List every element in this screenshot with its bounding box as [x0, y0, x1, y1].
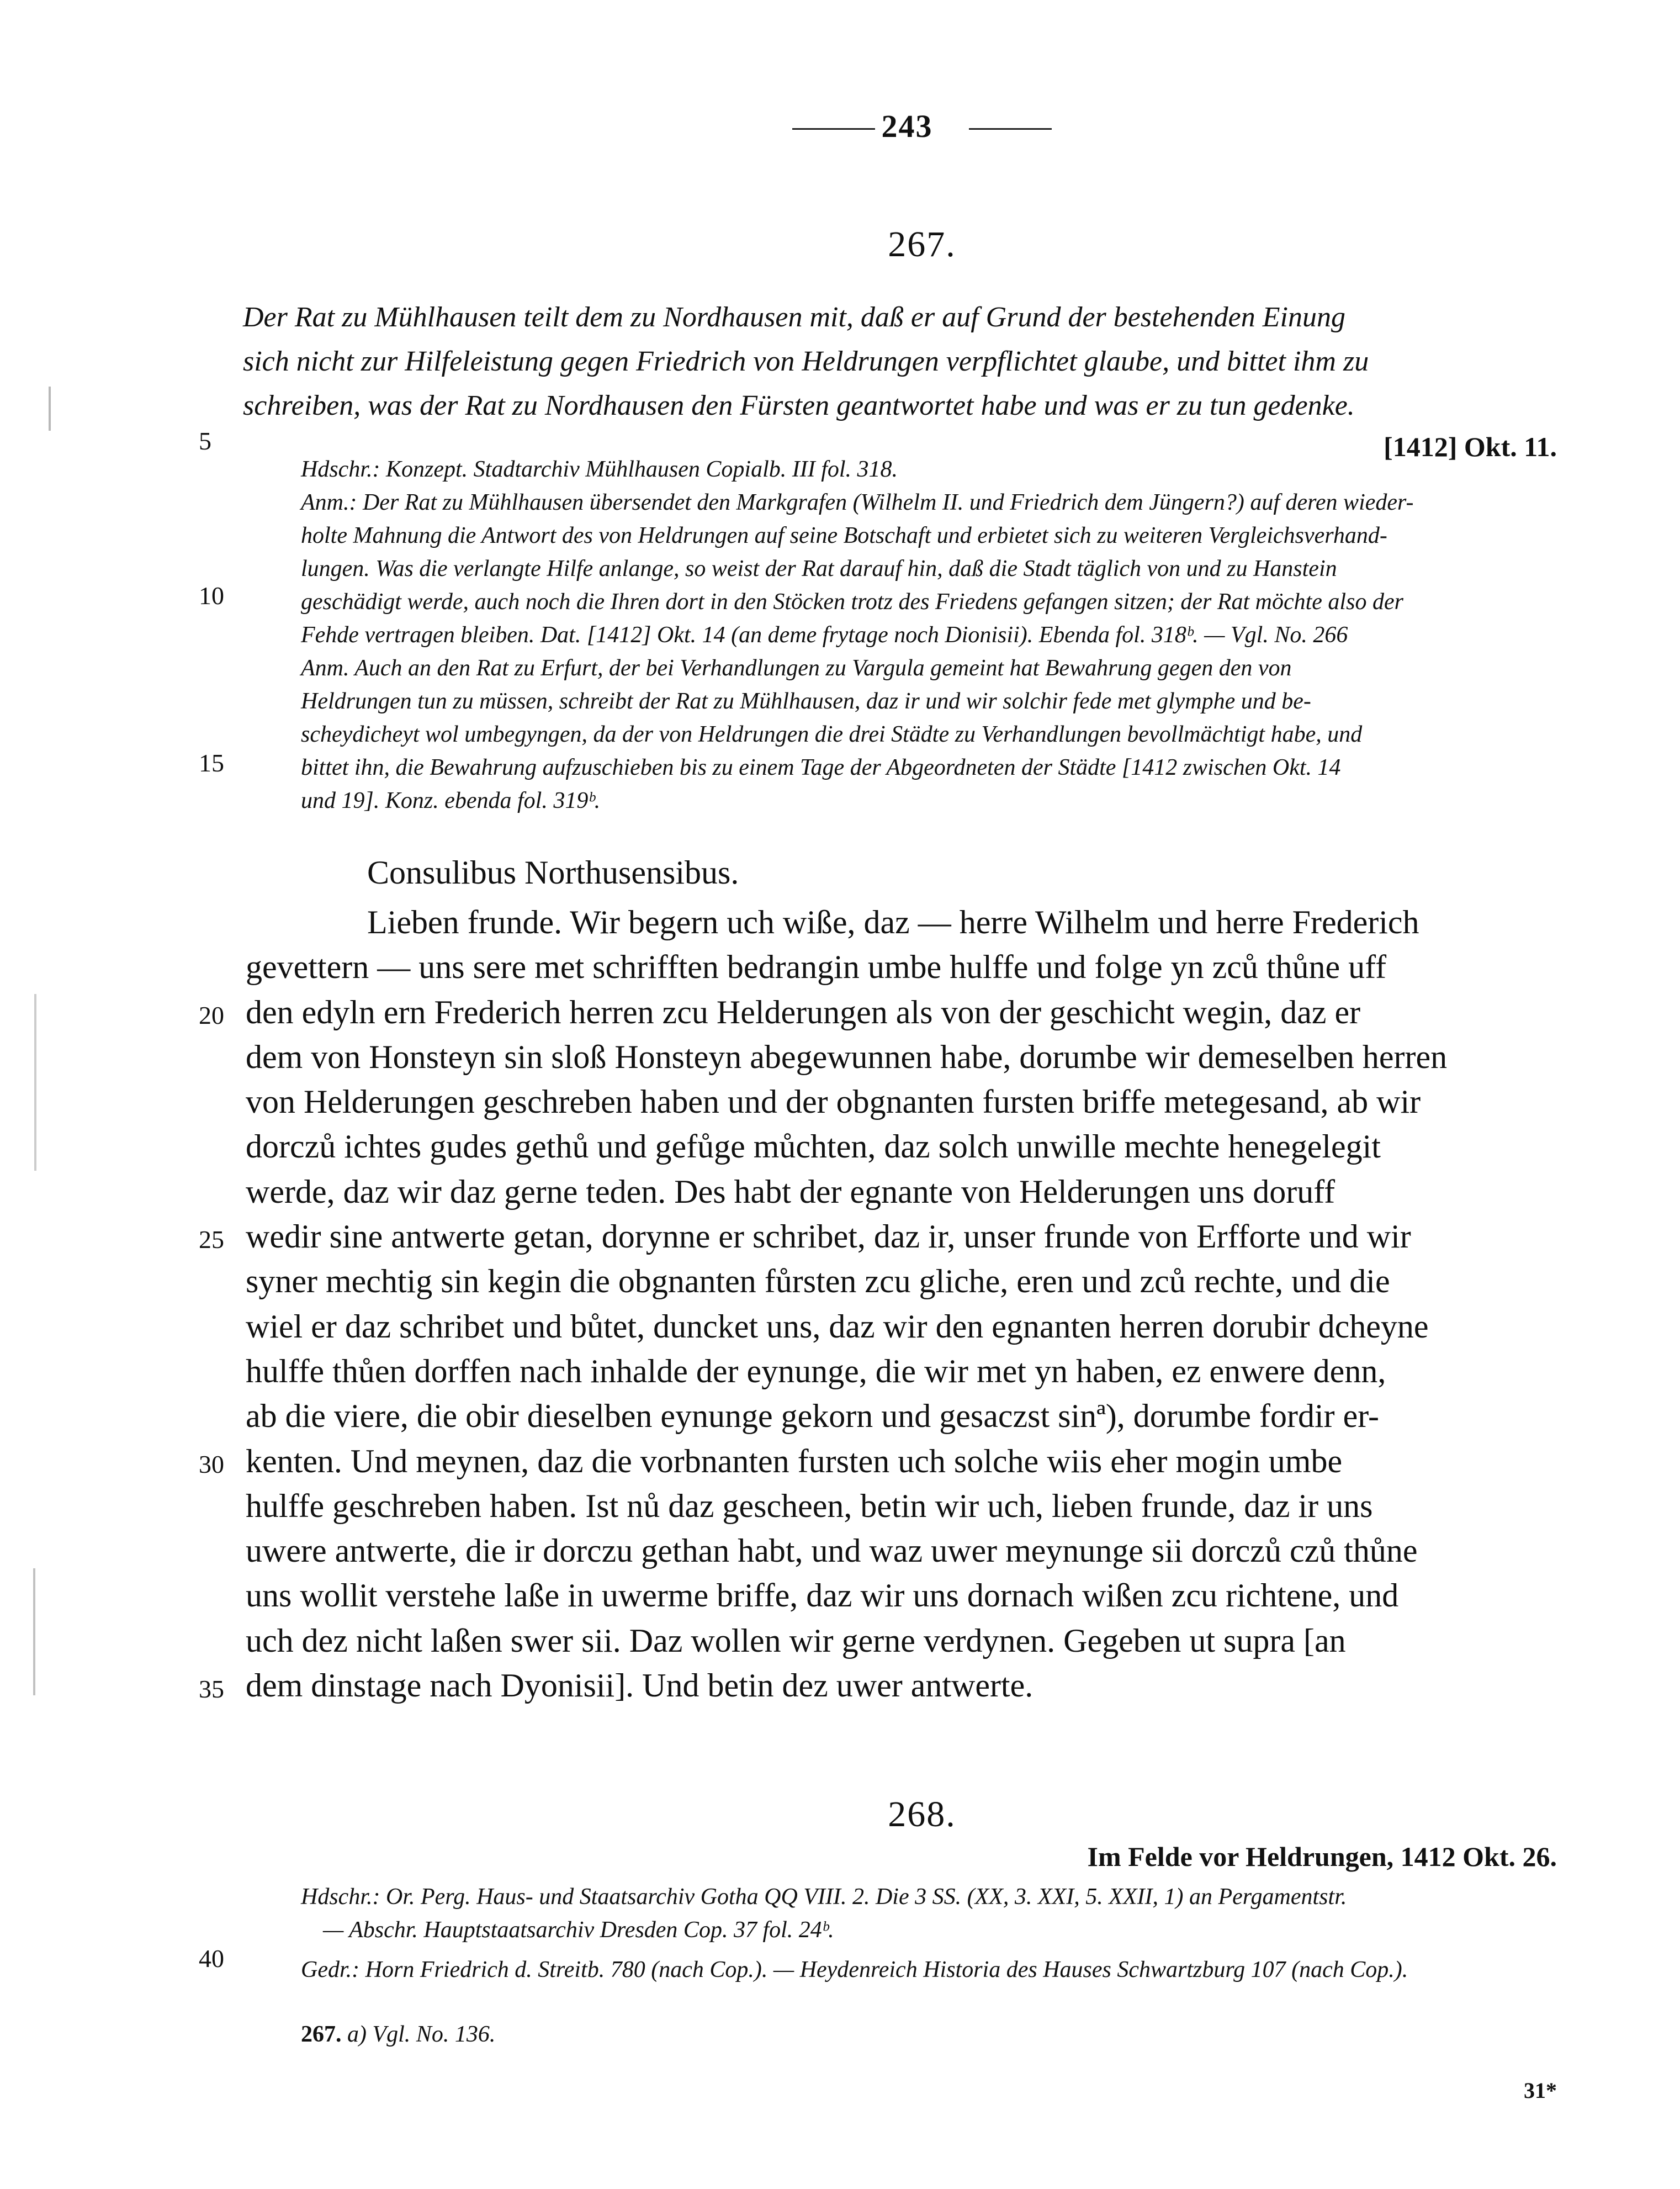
line-number-10: 10 — [199, 581, 224, 610]
note-line: lungen. Was die verlangte Hilfe anlange, so weist der Rat darauf hin, daß die Stadt täglich von und zu Hanstein — [301, 556, 1337, 581]
footnote-text: a) Vgl. No. 136. — [347, 2022, 496, 2047]
note-line: und 19]. Konz. ebenda fol. 319ᵇ. — [301, 788, 601, 813]
body-line: wedir sine antwerte getan, dorynne er schribet, daz ir, unser frunde von Erfforte und wir — [246, 1218, 1411, 1255]
place-date-268: Im Felde vor Heldrungen, 1412 Okt. 26. — [1087, 1841, 1557, 1872]
body-line: dorczů ichtes gudes gethů und gefůge můchten, daz solch unwille mechte henegelegit — [246, 1128, 1381, 1165]
note-line: — Abschr. Hauptstaatsarchiv Dresden Cop. 37 fol. 24ᵇ. — [323, 1917, 834, 1943]
note-line-printed: Gedr.: Horn Friedrich d. Streitb. 780 (nach Cop.). — Heydenreich Historia des Hauses Schwartzburg 107 (nach Cop.). — [301, 1957, 1408, 1982]
scan-mark — [49, 387, 51, 431]
note-line: Anm.: Der Rat zu Mühlhausen übersendet den Markgrafen (Wilhelm II. und Friedrich dem Jüngern?) auf deren wieder- — [301, 490, 1414, 515]
line-number-30: 30 — [199, 1450, 224, 1478]
body-line: wiel er daz schribet und bůtet, duncket uns, daz wir den egnanten herren dorubir dcheyne — [246, 1308, 1429, 1345]
note-line: geschädigt werde, auch noch die Ihren dort in den Stöcken trotz des Friedens gefangen sitzen; der Rat möchte also der — [301, 589, 1403, 615]
note-line: Anm. Auch an den Rat zu Erfurt, der bei Verhandlungen zu Vargula gemeint hat Bewahrung gegen den von — [301, 655, 1292, 681]
addressee: Consulibus Northusensibus. — [367, 854, 739, 891]
body-line: werde, daz wir daz gerne teden. Des habt der egnante von Helderungen uns doruff — [246, 1173, 1335, 1210]
body-line: den edyln ern Frederich herren zcu Helderungen als von der geschicht wegin, daz er — [246, 993, 1361, 1030]
scan-mark — [34, 994, 36, 1171]
regest-line: schreiben, was der Rat zu Nordhausen den Fürsten geantwortet habe und was er zu tun gedenke. — [243, 390, 1355, 421]
body-line: dem von Honsteyn sin sloß Honsteyn abegewunnen habe, dorumbe wir demeselben herren — [246, 1038, 1448, 1075]
page-number: 243 — [881, 108, 933, 144]
regest-line: Der Rat zu Mühlhausen teilt dem zu Nordhausen mit, daß er auf Grund der bestehenden Einung — [243, 302, 1345, 333]
body-line: uns wollit verstehe laße in uwerme briffe, daz wir uns dornach wißen zcu richtene, und — [246, 1577, 1399, 1614]
body-line: ab die viere, die obir dieselben eynunge gekorn und gesaczst sinª), dorumbe fordir er- — [246, 1398, 1379, 1435]
note-line-manuscript: Hdschr.: Or. Perg. Haus- und Staatsarchiv Gotha QQ VIII. 2. Die 3 SS. (XX, 3. XXI, 5. XXII, 1) an Pergamentstr. — [301, 1884, 1347, 1910]
letter-body-267 — [246, 900, 1560, 1708]
notes-267 — [301, 453, 1565, 817]
line-number-25: 25 — [199, 1225, 224, 1254]
body-line: hulffe geschreben haben. Ist nů daz gescheen, betin wir uch, lieben frunde, daz ir uns — [246, 1487, 1373, 1524]
note-line: Fehde vertragen bleiben. Dat. [1412] Okt. 14 (an deme frytage noch Dionisii). Ebenda fol. 318ᵇ. — Vgl. No. 266 — [301, 622, 1348, 648]
body-line: syner mechtig sin kegin die obgnanten fůrsten zcu gliche, eren und zců rechte, und die — [246, 1263, 1390, 1300]
body-line: uwere antwerte, die ir dorczu gethan habt, und waz uwer meynunge sii dorczů czů thůne — [246, 1532, 1418, 1569]
body-line: kenten. Und meynen, daz die vorbnanten fursten uch solche wiis eher mogin umbe — [246, 1442, 1343, 1479]
note-line: holte Mahnung die Antwort des von Heldrungen auf seine Botschaft und erbietet sich zu weiteren Vergleichsverhand- — [301, 523, 1387, 548]
body-line: gevettern — uns sere met schrifften bedrangin umbe hulffe und folge yn zců thůne uff — [246, 949, 1387, 986]
document-number-267: 267. — [888, 224, 956, 265]
signature-mark: 31* — [1524, 2078, 1557, 2103]
line-number-40: 40 — [199, 1944, 224, 1973]
header-dash-left — [792, 128, 875, 130]
body-line: hulffe thůen dorffen nach inhalde der eynunge, die wir met yn haben, ez enwere denn, — [246, 1352, 1386, 1389]
body-line: dem dinstage nach Dyonisii]. Und betin dez uwer antwerte. — [246, 1667, 1034, 1704]
line-number-5: 5 — [199, 427, 211, 455]
line-number-15: 15 — [199, 749, 224, 777]
scan-mark — [33, 1568, 35, 1695]
document-number-268: 268. — [888, 1794, 956, 1834]
body-line: Lieben frunde. Wir begern uch wiße, daz — herre Wilhelm und herre Frederich — [367, 904, 1419, 940]
note-line: Heldrungen tun zu müssen, schreibt der Rat zu Mühlhausen, daz ir und wir solchir fede met glymphe und be- — [301, 689, 1311, 714]
body-line: uch dez nicht laßen swer sii. Daz wollen wir gerne verdynen. Gegeben ut supra [an — [246, 1622, 1346, 1659]
regest-line: sich nicht zur Hilfeleistung gegen Friedrich von Heldrungen verpflichtet glaube, und bittet ihm zu — [243, 346, 1369, 377]
line-number-20: 20 — [199, 1001, 224, 1029]
line-number-35: 35 — [199, 1675, 224, 1703]
date-267: [1412] Okt. 11. — [1384, 431, 1557, 462]
note-line-manuscript: Hdschr.: Konzept. Stadtarchiv Mühlhausen Copialb. III fol. 318. — [301, 457, 898, 482]
notes-268 — [301, 1880, 1565, 1986]
note-line: scheydicheyt wol umbegyngen, da der von Heldrungen die drei Städte zu Verhandlungen bevollmächtigt habe, und — [301, 722, 1363, 747]
header-dash-right — [969, 128, 1052, 130]
body-line: von Helderungen geschreben haben und der obgnanten fursten briffe metegesand, ab wir — [246, 1083, 1421, 1120]
footnote-ref: 267. — [301, 2022, 342, 2047]
note-line: bittet ihn, die Bewahrung aufzuschieben bis zu einem Tage der Abgeordneten der Städte [1412 zwischen Okt. 14 — [301, 755, 1341, 780]
regest-267 — [243, 295, 1557, 428]
footnote — [301, 2021, 495, 2048]
